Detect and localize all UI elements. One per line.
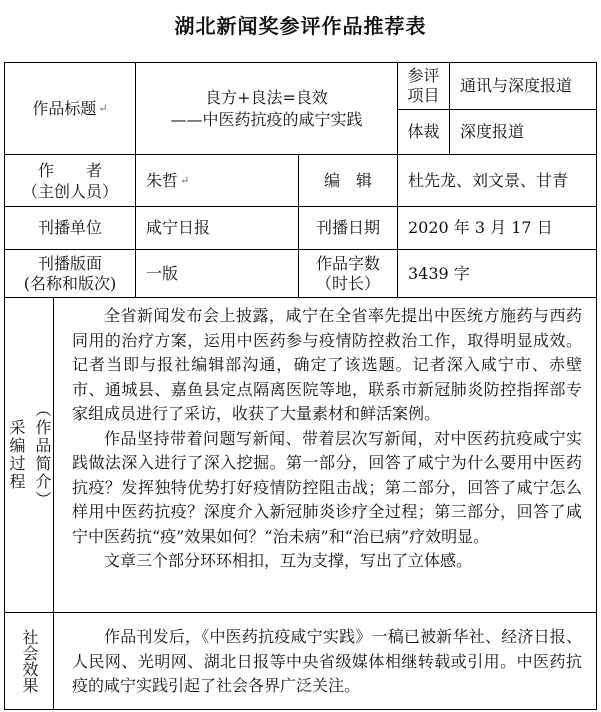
date-label: 刊播日期 — [315, 218, 380, 237]
publisher-label-cell — [4, 206, 136, 250]
para-mark-icon: ↵ — [180, 173, 190, 187]
genre-label-cell — [397, 109, 450, 155]
process-paragraph-3: 文章三个部分环环相扣，互为支撑，写出了立体感。 — [104, 551, 473, 570]
editor-value: 杜先龙、刘文景、甘青 — [408, 170, 569, 190]
wordcount-label-line-1: 作品字数 — [315, 253, 380, 273]
publisher-label: 刊播单位 — [37, 218, 102, 237]
date-label-cell — [298, 206, 398, 250]
date-value: 2020 年 3 月 17 日 — [408, 218, 553, 237]
date-value-cell — [397, 206, 597, 250]
process-paragraph-1: 全省新闻发布会上披露，咸宁在全省率先提出中医统方施药与西药同用的治疗方案，运用中医药参与疫情防控救治工作，取得明显成效。记者当即与报社编辑部沟通，确定了该选题。记者深入咸宁市、赤壁市、通城县、嘉鱼县定点隔离医院等地，联系市新冠肺炎防控指挥部专家组成员进行了采访，收获了大量素材和鲜活案例。 — [72, 306, 582, 423]
process-label-cell — [4, 297, 54, 613]
work-title-label-cell — [4, 62, 136, 155]
author-value: 朱哲 — [146, 170, 179, 190]
social-paragraph: 作品刊发后，《中医药抗疫咸宁实践》一稿已被新华社、经济日报、人民网、光明网、湖北日报等中央省级媒体相继转载或引用。中医药抗疫的咸宁实践引起了社会各界广泛关注。 — [72, 627, 582, 695]
genre-label: 体裁 — [407, 122, 440, 141]
edition-value: 一版 — [146, 263, 179, 283]
publisher-value: 咸宁日报 — [146, 218, 211, 237]
social-text-cell — [53, 612, 597, 710]
genre-value-cell — [449, 109, 597, 155]
work-title-label: 作品标题 — [32, 98, 97, 118]
edition-label-cell — [4, 249, 136, 298]
social-label-cell — [4, 612, 54, 710]
wordcount-value-cell — [397, 249, 597, 298]
wordcount-value: 3439 字 — [408, 263, 470, 283]
author-label-cell — [4, 154, 136, 207]
edition-label-line-2: (名称和版次) — [23, 273, 117, 293]
edition-value-cell — [135, 249, 299, 298]
recommendation-form-table — [4, 62, 597, 710]
social-label: 社会效果 — [20, 629, 39, 693]
award-item-label-cell — [397, 62, 450, 110]
award-item-label-line-1: 参评 — [407, 66, 440, 85]
genre-value: 深度报道 — [460, 122, 525, 141]
process-label-sub: （作品简介） — [33, 401, 52, 509]
author-label-line-2: （主创人员） — [21, 181, 118, 201]
editor-label: 编 辑 — [323, 170, 372, 190]
page-title: 湖北新闻奖参评作品推荐表 — [174, 14, 427, 38]
work-title-line-1: 良方+良法=良效 — [205, 87, 328, 107]
edition-label-line-1: 刊播版面 — [37, 253, 102, 273]
editor-label-cell — [298, 154, 398, 207]
publisher-value-cell — [135, 206, 299, 250]
process-text-cell — [53, 297, 597, 613]
process-label: 采编过程 — [7, 419, 26, 491]
author-label-line-1: 作 者 — [37, 160, 102, 180]
wordcount-label-cell — [298, 249, 398, 298]
work-title-line-2: ——中医药抗疫的咸宁实践 — [170, 109, 363, 129]
process-paragraph-2: 作品坚持带着问题写新闻、带着层次写新闻，对中医药抗疫咸宁实践做法深入进行了深入挖掘。第一部分，回答了咸宁为什么要用中医药抗疫？发挥独特优势打好疫情防控阻击战；第二部分，回答了咸宁怎么样用中医药抗疫？深度介入新冠肺炎诊疗全过程；第三部分，回答了咸宁中医药抗“疫”效果如何？“治未病”和“治已病”疗效明显。 — [72, 428, 582, 546]
work-title-value-cell — [135, 62, 398, 155]
para-mark-icon: ↵ — [98, 101, 108, 115]
award-item-value: 通讯与深度报道 — [460, 76, 573, 95]
author-value-cell — [135, 154, 299, 207]
award-item-label-line-2: 项目 — [407, 86, 440, 105]
award-item-value-cell — [449, 62, 597, 110]
editor-value-cell — [397, 154, 597, 207]
wordcount-label-line-2: （时长） — [315, 273, 380, 293]
